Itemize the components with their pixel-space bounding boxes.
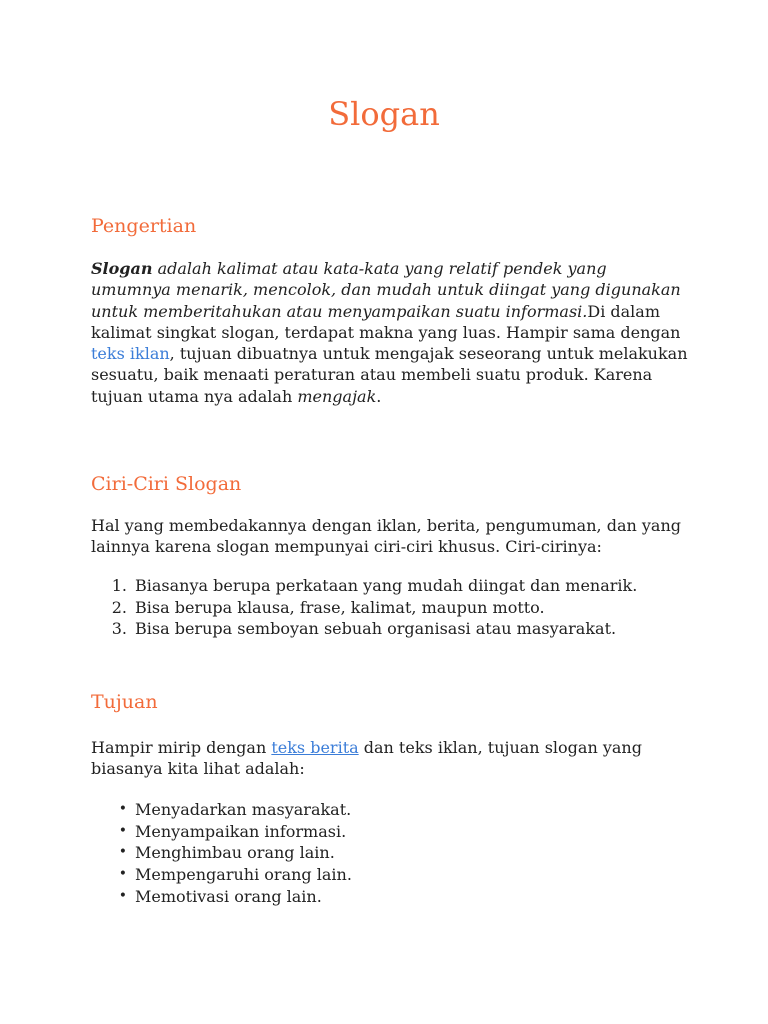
slogan-definition: adalah kalimat atau kata-kata yang relatif pendek yang umumnya menarik, mencolok, dan mudah untuk diingat yang digunakan untuk memberitahukan atau menyampaikan suatu informasi. (91, 259, 681, 321)
tujuan-intro-paragraph (91, 737, 691, 780)
section-heading-ciri-ciri: Ciri-Ciri Slogan (91, 473, 242, 495)
bullet-marker: • (118, 822, 127, 839)
list-item-text: Mempengaruhi orang lain. (135, 865, 352, 885)
list-number: 2. (111, 597, 127, 617)
page-title: Slogan (328, 95, 440, 133)
tujuan-intro-text-2: dan teks iklan, tujuan slogan yang biasanya kita lihat adalah: (91, 738, 642, 779)
bullet-marker: • (118, 866, 127, 883)
ciri-list (91, 575, 691, 640)
list-number: 3. (111, 619, 127, 639)
list-item-text: Menghimbau orang lain. (135, 843, 335, 863)
list-item-text: Memotivasi orang lain. (135, 886, 322, 906)
list-item (91, 886, 691, 908)
list-item (91, 842, 691, 864)
ciri-intro-paragraph: Hal yang membedakannya dengan iklan, berita, pengumuman, dan yang lainnya karena slogan mempunyai ciri-ciri khusus. Ciri-cirinya: (91, 516, 681, 557)
list-item-text: Bisa berupa semboyan sebuah organisasi atau masyarakat. (135, 619, 617, 639)
list-item-text: Menyampaikan informasi. (135, 821, 347, 841)
teks-iklan-link[interactable]: teks iklan (91, 344, 170, 364)
list-item (91, 821, 691, 843)
slogan-term: Slogan (91, 259, 153, 278)
list-item-text: Biasanya berupa perkataan yang mudah diingat dan menarik. (135, 576, 638, 595)
mengajak-emphasis: mengajak (297, 386, 377, 406)
list-item (91, 618, 691, 640)
bullet-marker: • (118, 801, 127, 817)
list-item-text: Bisa berupa klausa, frase, kalimat, maupun motto. (135, 597, 545, 617)
list-item (91, 597, 691, 619)
list-number: 1. (111, 576, 127, 595)
list-item (91, 799, 691, 821)
pengertian-text-1: Di dalam kalimat singkat slogan, terdapat makna yang luas. Hampir sama dengan (91, 301, 681, 342)
bullet-marker: • (118, 844, 127, 861)
pengertian-text-3: . (376, 386, 382, 406)
tujuan-list (91, 799, 691, 908)
teks-berita-link[interactable]: teks berita (271, 738, 359, 757)
tujuan-intro-text-1: Hampir mirip dengan (91, 738, 272, 757)
pengertian-paragraph (91, 258, 691, 407)
section-heading-tujuan: Tujuan (91, 691, 158, 713)
list-item (91, 864, 691, 886)
list-item (91, 575, 691, 597)
section-heading-pengertian: Pengertian (91, 215, 197, 237)
bullet-marker: • (118, 887, 127, 904)
pengertian-text-2: , tujuan dibuatnya untuk mengajak seseorang untuk melakukan sesuatu, baik menaati peraturan atau membeli suatu produk. Karena tujuan utama nya adalah (91, 344, 688, 406)
list-item-text: Menyadarkan masyarakat. (135, 800, 352, 819)
